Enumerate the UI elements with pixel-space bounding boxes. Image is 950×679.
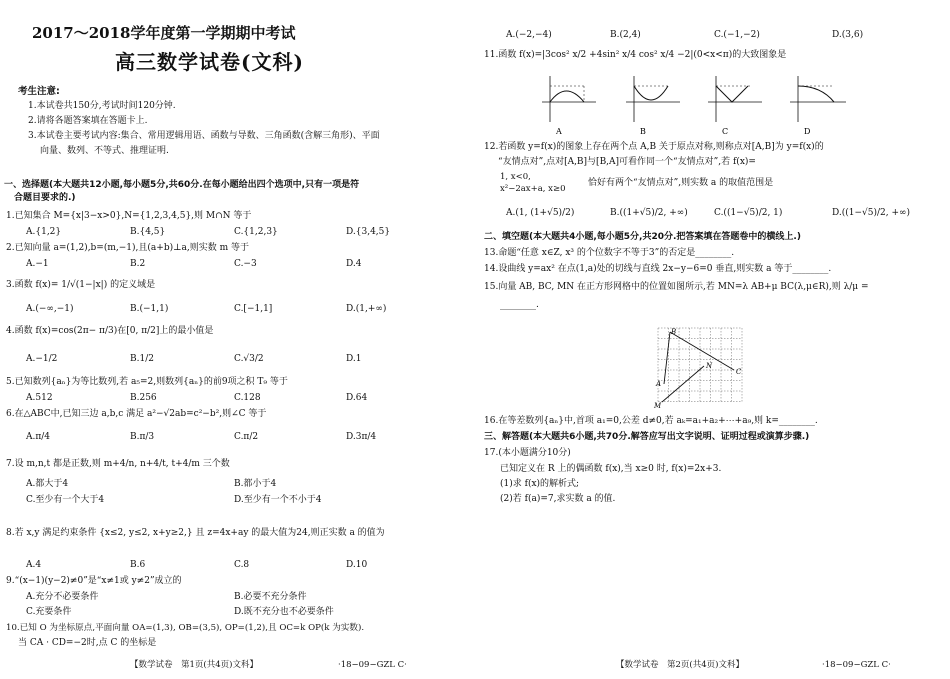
question-17-part2: (2)若 f(a)=7,求实数 a 的值. — [500, 494, 616, 504]
option-b: B.((1+√5)/2, +∞) — [610, 208, 688, 218]
option-c: C.至少有一个大于4 — [26, 495, 105, 505]
question-stem: 2.已知向量 a=(1,2),b=(m,−1),且(a+b)⊥a,则实数 m 等于 — [6, 243, 250, 253]
option-a: A.π/4 — [26, 432, 51, 442]
option-c: C.充要条件 — [26, 607, 72, 617]
notice-header: 考生注意: — [18, 86, 60, 97]
option-d: D.10 — [346, 560, 368, 570]
graph-b-label: B — [640, 127, 646, 136]
question-stem-cont: 当 CA · CD=−2时,点 C 的坐标是 — [18, 638, 157, 648]
option-b: B.必要不充分条件 — [234, 592, 307, 602]
option-c: C.((1−√5)/2, 1) — [714, 208, 783, 218]
option-a: A.都大于4 — [26, 479, 69, 489]
option-a: A.−1/2 — [26, 354, 58, 364]
graph-d — [790, 76, 846, 122]
option-a: A.−1 — [26, 259, 49, 269]
q15-grid-figure — [652, 322, 752, 410]
piecewise-case-1: 1, x<0, — [500, 172, 531, 182]
question-13: 13.命题“任意 x∈Z, x³ 的个位数字不等于3”的否定是________. — [484, 248, 735, 258]
question-stem: 7.设 m,n,t 都是正数,则 m+4/n, n+4/t, t+4/m 三个数 — [6, 459, 230, 469]
option-d: D.((1−√5)/2, +∞) — [832, 208, 911, 218]
option-c: C.π/2 — [234, 432, 259, 442]
option-c: C.8 — [234, 560, 250, 570]
option-d: D.3π/4 — [346, 432, 377, 442]
option-c: C.[−1,1] — [234, 304, 273, 314]
question-16: 16.在等差数列{aₙ}中,首项 a₁=0,公差 d≠0,若 aₖ=a₁+a₂+⋯+a₉,则 k=________. — [484, 416, 818, 426]
graph-a-label: A — [556, 127, 562, 136]
option-b: B.(−1,1) — [130, 304, 169, 314]
graph-c-label: C — [722, 127, 729, 136]
question-stem: 1.已知集合 M={x|3−x>0},N={1,2,3,4,5},则 M∩N 等于 — [6, 211, 252, 221]
graph-a — [542, 76, 596, 122]
footer-code: ·18−09−GZL C· — [822, 660, 891, 670]
section1-heading: 一、选择题(本大题共12小题,每小题5分,共60分.在每小题给出四个选项中,只有一项是符 — [4, 180, 360, 190]
graph-b — [626, 76, 680, 122]
question-17-title: 17.(本小题满分10分) — [484, 448, 571, 458]
option-b: B.256 — [130, 393, 157, 403]
question-stem: 4.函数 f(x)=cos(2π− π/3)在[0, π/2]上的最小值是 — [6, 326, 214, 336]
option-a: A.(−2,−4) — [506, 30, 552, 40]
question-17-stem: 已知定义在 R 上的偶函数 f(x),当 x≥0 时, f(x)=2x+3. — [500, 464, 722, 474]
option-d: D.(3,6) — [832, 30, 864, 40]
question-15: 15.向量 AB, BC, MN 在正方形网格中的位置如图所示,若 MN=λ AB+μ BC(λ,μ∈R),则 λ/μ = — [484, 282, 869, 292]
point-label-m: M — [654, 402, 662, 410]
point-label-a: A — [656, 380, 662, 388]
question-stem-cont: “友情点对”,点对[A,B]与[B,A]可看作同一个“友情点对”,若 f(x)= — [498, 157, 756, 167]
question-15-blank: ________. — [500, 300, 539, 310]
option-b: B.{4,5} — [130, 227, 166, 237]
graph-d-label: D — [804, 127, 811, 136]
option-d: D.4 — [346, 259, 362, 269]
notice-line: 3.本试卷主要考试内容:集合、常用逻辑用语、函数与导数、三角函数(含解三角形)、平面 — [28, 131, 380, 141]
option-c: C.−3 — [234, 259, 257, 269]
notice-line: 1.本试卷共150分,考试时间120分钟. — [28, 101, 176, 111]
question-stem: 6.在△ABC中,已知三边 a,b,c 满足 a²−√2ab=c²−b²,则∠C 等于 — [6, 409, 267, 419]
footer-page-label: 【数学试卷 第1页(共4页)文科】 — [130, 660, 258, 670]
point-label-c: C — [736, 368, 742, 376]
question-stem-cont: 恰好有两个“友情点对”,则实数 a 的取值范围是 — [588, 178, 774, 188]
question-stem: 9.“(x−1)(y−2)≠0”是“x≠1或 y≠2”成立的 — [6, 576, 182, 586]
footer-page-label: 【数学试卷 第2页(共4页)文科】 — [616, 660, 744, 670]
exam-page-1 — [0, 0, 470, 679]
option-d: D.1 — [346, 354, 362, 364]
option-a: A.(1, (1+√5)/2) — [506, 208, 575, 218]
option-a: A.充分不必要条件 — [26, 592, 99, 602]
question-17-part1: (1)求 f(x)的解析式; — [500, 479, 580, 489]
point-label-b: B — [671, 328, 677, 336]
notice-line: 2.请将各题答案填在答题卡上. — [28, 116, 148, 126]
question-stem: 3.函数 f(x)= 1/√(1−|x|) 的定义域是 — [6, 280, 156, 290]
option-d: D.至少有一个不小于4 — [234, 495, 322, 505]
footer-code: ·18−09−GZL C· — [338, 660, 407, 670]
option-a: A.{1,2} — [26, 227, 62, 237]
option-b: B.π/3 — [130, 432, 155, 442]
option-b: B.2 — [130, 259, 146, 269]
option-c: C.{1,2,3} — [234, 227, 278, 237]
option-a: A.4 — [26, 560, 42, 570]
option-d: D.既不充分也不必要条件 — [234, 607, 334, 617]
exam-title-line1: 2017～2018学年度第一学期期中考试 — [32, 24, 296, 42]
option-c: C.(−1,−2) — [714, 30, 760, 40]
option-d: D.64 — [346, 393, 368, 403]
option-b: B.6 — [130, 560, 146, 570]
question-stem: 12.若函数 y=f(x)的图象上存在两个点 A,B 关于原点对称,则称点对[A,B]为 y=f(x)的 — [484, 142, 824, 152]
section3-heading: 三、解答题(本大题共6小题,共70分.解答应写出文字说明、证明过程或演算步骤.) — [484, 432, 810, 442]
question-stem: 5.已知数列{aₙ}为等比数列,若 a₅=2,则数列{aₙ}的前9项之积 T₉ 等于 — [6, 377, 288, 387]
point-label-n: N — [706, 362, 713, 370]
option-c: C.128 — [234, 393, 261, 403]
option-b: B.(2,4) — [610, 30, 641, 40]
section2-heading: 二、填空题(本大题共4小题,每小题5分,共20分.把答案填在答题卷中的横线上.) — [484, 232, 801, 242]
option-d: D.{3,4,5} — [346, 227, 391, 237]
question-stem: 10.已知 O 为坐标原点,平面向量 OA=(1,3), OB=(3,5), OP=(1,2),且 OC=k OP(k 为实数). — [6, 623, 365, 633]
notice-line: 向量、数列、不等式、推理证明. — [40, 146, 169, 156]
option-b: B.都小于4 — [234, 479, 277, 489]
question-stem: 11.函数 f(x)=|3cos² x/2 +4sin² x/4 cos² x/4 −2|(0<x<π)的大致图象是 — [484, 50, 787, 60]
option-c: C.√3/2 — [234, 354, 264, 364]
question-14: 14.设曲线 y=ax² 在点(1,a)处的切线与直线 2x−y−6=0 垂直,则实数 a 等于________. — [484, 264, 832, 274]
option-b: B.1/2 — [130, 354, 154, 364]
q11-graph-options — [536, 72, 886, 138]
piecewise-case-2: x²−2ax+a, x≥0 — [500, 184, 566, 194]
option-a: A.512 — [26, 393, 53, 403]
exam-title-line2: 高三数学试卷(文科) — [115, 50, 304, 74]
section1-heading-cont: 合题目要求的.) — [14, 193, 76, 203]
option-a: A.(−∞,−1) — [26, 304, 74, 314]
option-d: D.(1,+∞) — [346, 304, 387, 314]
exam-page-2 — [476, 0, 950, 679]
graph-c — [708, 76, 762, 122]
question-stem: 8.若 x,y 满足约束条件 {x≤2, y≤2, x+y≥2,} 且 z=4x+ay 的最大值为24,则正实数 a 的值为 — [6, 528, 385, 538]
